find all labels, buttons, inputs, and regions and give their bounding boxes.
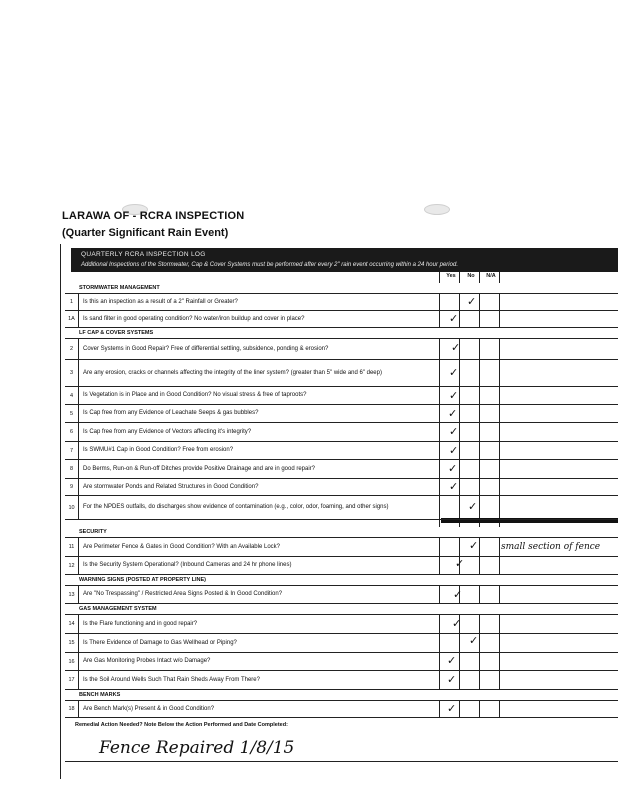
question-text: Is Vegetation is in Place and in Good Condition? No visual stress & free of taproots?: [83, 392, 307, 398]
question-text: Is the Security System Operational? (Inbound Cameras and 24 hr phone lines): [83, 562, 292, 568]
question-number: 3: [65, 360, 79, 386]
section-label: STORMWATER MANAGEMENT: [79, 284, 160, 291]
section-label: LF CAP & COVER SYSTEMS: [79, 329, 154, 336]
question-number: 8: [65, 460, 79, 478]
question-text: Is sand filter in good operating condition? No water/iron buildup and cover in place?: [83, 315, 305, 322]
column-na-header: N/A: [486, 273, 496, 279]
checkmark-yes: ✓: [449, 480, 459, 493]
section-label: SECURITY: [79, 528, 107, 535]
column-no-header: No: [467, 273, 475, 279]
question-text: Cover Systems in Good Repair? Free of differential settling, subsidence, ponding & erosion?: [83, 345, 329, 352]
checkmark-no: ✓: [467, 295, 477, 308]
checkmark-yes: ✓: [455, 557, 465, 570]
section-label: GAS MANAGEMENT SYSTEM: [79, 605, 157, 612]
handwritten-note: small section of fence: [501, 542, 601, 552]
question-text: Are any erosion, cracks or channels affecting the integrity of the liner system? (greater than 5" wide and 6" deep): [83, 369, 382, 376]
remedial-line: [65, 761, 618, 762]
section-security: [65, 527, 618, 538]
document-title: LARAWA OF - RCRA INSPECTION: [62, 210, 245, 222]
banner-instructions: Additional Inspections of the Stormwater, Cap & Cover Systems must be performed after every 2" rain event occurring within a 24 hour period.: [81, 262, 458, 268]
question-text: Is this an inspection as a result of a 2" Rainfall or Greater?: [83, 298, 238, 305]
checkmark-yes: ✓: [452, 617, 462, 630]
handwritten-remedial-entry: Fence Repaired 1/8/15: [99, 738, 295, 758]
question-text: Is SWMU#1 Cap in Good Condition? Free from erosion?: [83, 447, 234, 453]
checkmark-yes: ✓: [449, 312, 459, 325]
question-row: [65, 479, 618, 496]
question-number: 7: [65, 442, 79, 459]
question-row: [65, 653, 618, 671]
checkmark-yes: ✓: [449, 366, 459, 379]
question-number: 15: [65, 634, 79, 652]
question-number: 11: [65, 538, 79, 556]
section-label: BENCH MARKS: [79, 691, 121, 698]
section-bench-marks: [65, 690, 618, 701]
question-row: [65, 615, 618, 634]
question-row: [65, 387, 618, 405]
section-label: WARNING SIGNS (POSTED AT PROPERTY LINE): [79, 576, 207, 583]
question-row: [65, 586, 618, 604]
checkmark-no: ✓: [469, 634, 479, 647]
question-number: 1: [65, 294, 79, 310]
checkmark-no: ✓: [468, 500, 478, 513]
question-text: Do Berms, Run-on & Run-off Ditches provide Positive Drainage and are in good repair?: [83, 465, 316, 472]
question-number: 5: [65, 405, 79, 422]
question-row: [65, 634, 618, 653]
checkmark-yes: ✓: [449, 425, 459, 438]
banner-heading: QUARTERLY RCRA INSPECTION LOG: [81, 251, 206, 258]
question-number: 14: [65, 615, 79, 633]
section-stormwater: [65, 283, 618, 294]
question-number: 10: [65, 496, 79, 519]
question-row: [65, 423, 618, 442]
question-number: 13: [65, 586, 79, 603]
question-row: [65, 496, 618, 520]
checkmark-yes: ✓: [453, 588, 463, 601]
question-number: 12: [65, 557, 79, 574]
question-number: 2: [65, 339, 79, 359]
section-warning-signs: [65, 575, 618, 586]
question-text: Are Perimeter Fence & Gates in Good Condition? With an Available Lock?: [83, 543, 280, 550]
document-subtitle: (Quarter Significant Rain Event): [62, 227, 229, 239]
checkmark-yes: ✓: [449, 389, 459, 402]
question-number: 9: [65, 479, 79, 495]
question-number: 17: [65, 671, 79, 689]
question-number: 1A: [65, 311, 79, 327]
checkmark-no: ✓: [469, 539, 479, 552]
question-text: Are stormwater Ponds and Related Structures in Good Condition?: [83, 483, 259, 490]
question-row: [65, 360, 618, 387]
checkmark-yes: ✓: [451, 341, 461, 354]
question-text: Are "No Trespassing" / Restricted Area Signs Posted & In Good Condition?: [83, 591, 283, 597]
question-row: [65, 557, 618, 575]
question-row: [65, 405, 618, 423]
binder-hole-right: [424, 204, 450, 215]
question-row: [65, 701, 618, 718]
question-number: 16: [65, 653, 79, 670]
question-row: [65, 442, 618, 460]
question-text: Are Bench Mark(s) Present & in Good Condition?: [83, 705, 215, 712]
question-row: [65, 671, 618, 690]
checkmark-yes: ✓: [448, 407, 458, 420]
remedial-action-label: Remedial Action Needed? Note Below the Action Performed and Date Completed:: [75, 722, 288, 728]
question-number: 6: [65, 423, 79, 441]
question-row: [65, 339, 618, 360]
inspection-form: [60, 244, 618, 779]
checkmark-yes: ✓: [447, 702, 457, 715]
question-number: 4: [65, 387, 79, 404]
question-text: Is the Soil Around Wells Such That Rain Sheds Away From There?: [83, 676, 260, 683]
question-row: [65, 460, 618, 479]
question-text: Is Cap free from any Evidence of Leachate Seeps & gas bubbles?: [83, 410, 259, 416]
checkmark-yes: ✓: [447, 654, 457, 667]
question-text: Is Cap free from any Evidence of Vectors affecting it's integrity?: [83, 428, 252, 435]
checkmark-yes: ✓: [449, 444, 459, 457]
question-text: Is There Evidence of Damage to Gas Wellhead or Piping?: [83, 639, 237, 646]
question-text: For the NPDES outfalls, do discharges show evidence of contamination (e.g., color, odor, foaming, and other signs): [83, 504, 389, 510]
section-gas-management: [65, 604, 618, 615]
checkmark-yes: ✓: [448, 462, 458, 475]
question-row: [65, 311, 618, 328]
section-cap-cover: [65, 328, 618, 339]
question-text: Is the Flare functioning and in good repair?: [83, 620, 198, 627]
question-text: Are Gas Monitoring Probes Intact w/o Damage?: [83, 658, 211, 664]
question-number: 18: [65, 701, 79, 717]
question-row: [65, 294, 618, 311]
form-banner: [71, 248, 618, 272]
column-yes-header: Yes: [446, 273, 456, 279]
checkmark-yes: ✓: [447, 673, 457, 686]
